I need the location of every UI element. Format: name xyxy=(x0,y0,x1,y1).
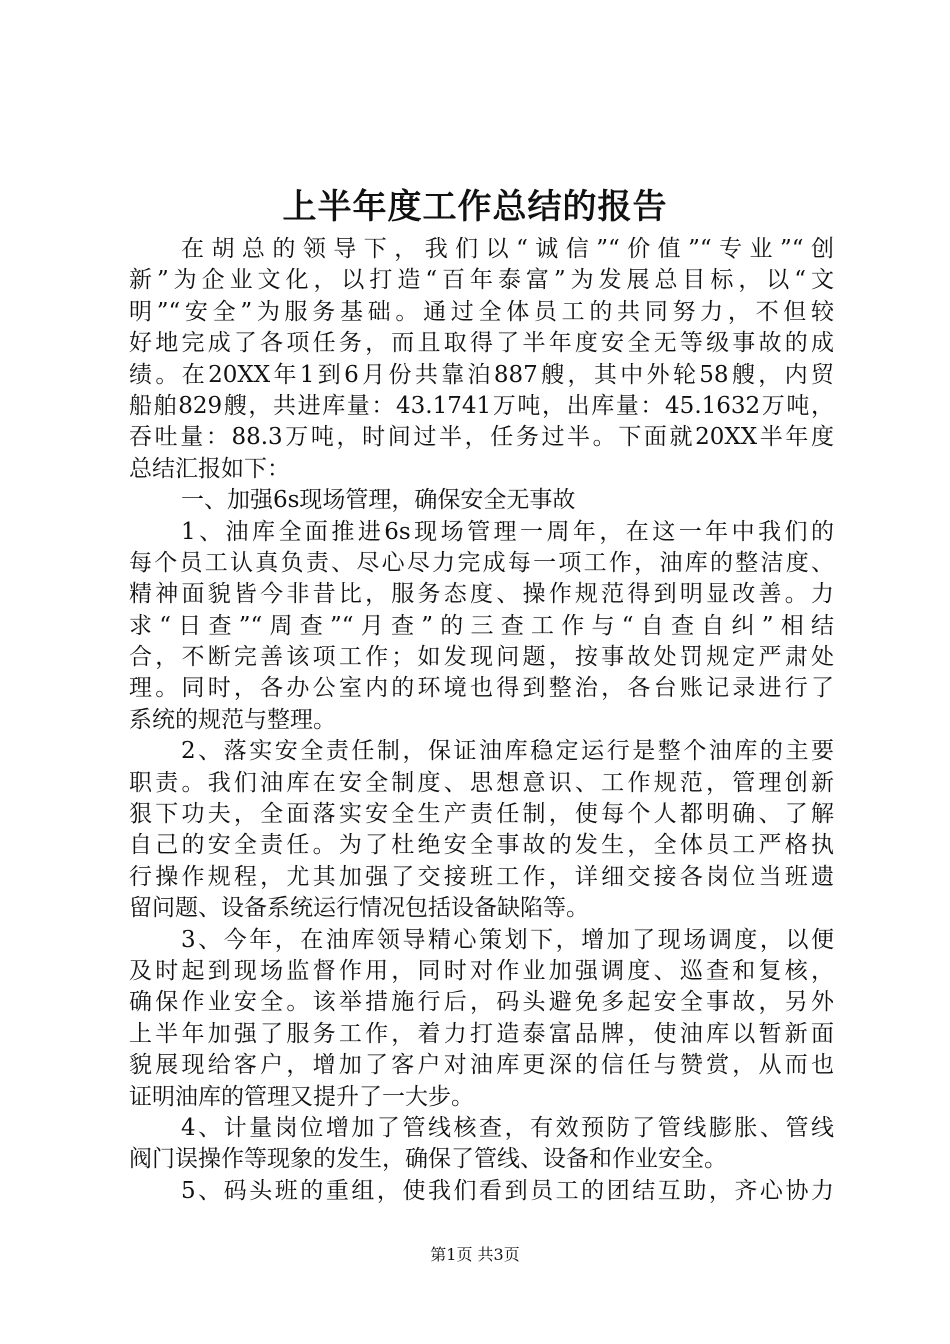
text-line: 船舶829艘，共进库量：43.1741万吨，出库量：45.1632万吨， xyxy=(129,392,834,419)
text-line: 及时起到现场监督作用，同时对作业加强调度、巡查和复核， xyxy=(129,957,834,984)
document-title: 上半年度工作总结的报告 xyxy=(282,187,668,227)
text-line: 3、今年，在油库领导精心策划下，增加了现场调度，以便 xyxy=(181,926,834,953)
document-body xyxy=(129,234,834,1207)
text-line: 2、落实安全责任制，保证油库稳定运行是整个油库的主要 xyxy=(181,738,834,765)
text-line: 留问题、设备系统运行情况包括设备缺陷等。 xyxy=(129,895,589,922)
text-line: 行操作规程，尤其加强了交接班工作，详细交接各岗位当班遗 xyxy=(129,863,834,890)
text-line: 1、油库全面推进6s现场管理一周年，在这一年中我们的 xyxy=(181,518,834,545)
text-line: 每个员工认真负责、尽心尽力完成每一项工作，油库的整洁度、 xyxy=(129,549,834,576)
text-line: 理。同时，各办公室内的环境也得到整治，各台账记录进行了 xyxy=(129,675,834,702)
text-line: 证明油库的管理又提升了一大步。 xyxy=(129,1083,474,1110)
text-line: 求“日查”“周查”“月查”的三查工作与“自查自纠”相结 xyxy=(129,612,834,639)
text-line: 新”为企业文化，以打造“百年泰富”为发展总目标，以“文 xyxy=(129,267,834,294)
text-line: 4、计量岗位增加了管线核查，有效预防了管线膨胀、管线 xyxy=(181,1114,834,1141)
text-line: 吞吐量：88.3万吨，时间过半，任务过半。下面就20XX半年度 xyxy=(129,424,834,451)
text-line: 貌展现给客户，增加了客户对油库更深的信任与赞赏，从而也 xyxy=(129,1052,834,1079)
text-line: 精神面貌皆今非昔比，服务态度、操作规范得到明显改善。力 xyxy=(129,581,834,608)
text-line: 合，不断完善该项工作；如发现问题，按事故处罚规定严肃处 xyxy=(129,644,834,671)
text-line: 上半年加强了服务工作，着力打造泰富品牌，使油库以暂新面 xyxy=(129,1020,834,1047)
text-line: 阀门误操作等现象的发生，确保了管线、设备和作业安全。 xyxy=(129,1146,727,1173)
text-line: 明”“安全”为服务基础。通过全体员工的共同努力，不但较 xyxy=(129,298,834,325)
text-line: 在胡总的领导下，我们以“诚信”“价值”“专业”“创 xyxy=(181,236,834,262)
text-line: 总结汇报如下： xyxy=(129,455,290,482)
text-line: 确保作业安全。该举措施行后，码头避免多起安全事故，另外 xyxy=(129,989,834,1016)
text-line: 5、码头班的重组，使我们看到员工的团结互助，齐心协力 xyxy=(181,1177,834,1204)
page-number: 第1页 共3页 xyxy=(430,1245,520,1264)
text-line: 好地完成了各项任务，而且取得了半年度安全无等级事故的成 xyxy=(129,330,834,357)
section-heading: 一、加强6s现场管理，确保安全无事故 xyxy=(181,487,576,514)
text-line: 系统的规范与整理。 xyxy=(129,706,336,733)
text-line: 自己的安全责任。为了杜绝安全事故的发生，全体员工严格执 xyxy=(129,832,834,859)
text-line: 绩。在20XX年1到6月份共靠泊887艘，其中外轮58艘，内贸 xyxy=(129,361,834,388)
text-line: 职责。我们油库在安全制度、思想意识、工作规范，管理创新 xyxy=(129,769,834,796)
text-line: 狠下功夫，全面落实安全生产责任制，使每个人都明确、了解 xyxy=(129,801,834,828)
